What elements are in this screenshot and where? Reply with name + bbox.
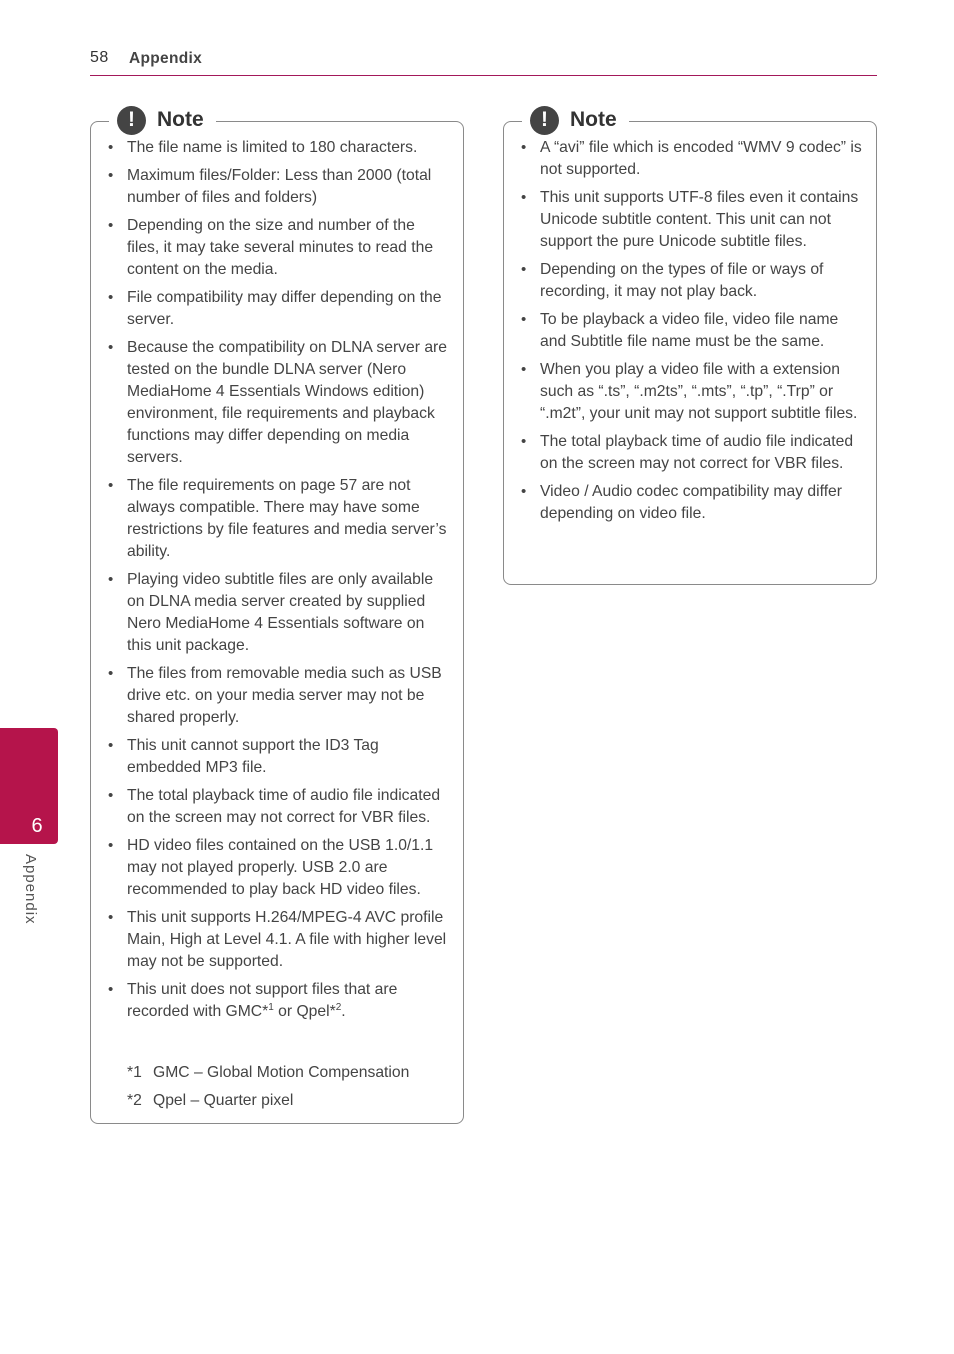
page-number: 58 [90,49,109,66]
note-box-right [503,108,877,585]
list-item: • Depending on the types of file or ways of recording, it may not play back. [520,259,862,303]
list-item: • A “avi” file which is encoded “WMV 9 codec” is not supported. [520,137,862,181]
chapter-label: Appendix [22,854,39,925]
list-item: • This unit cannot support the ID3 Tag embedded MP3 file. [107,735,449,779]
note-list [520,137,862,531]
list-item: • The file requirements on page 57 are not always compatible. There may have some restrictions by file features and media server’s ability. [107,475,449,563]
list-item: • The file name is limited to 180 characters. [107,137,449,159]
footnotes [107,1062,409,1118]
list-item: • When you play a video file with a extension such as “.ts”, “.m2ts”, “.mts”, “.tp”, “.Trp” or “.m2t”, your unit may not support subtitle files. [520,359,862,425]
chapter-tab [0,728,58,844]
exclamation-icon: ! [530,106,559,135]
list-item: • Depending on the size and number of the files, it may take several minutes to read the content on the media. [107,215,449,281]
list-item: • The total playback time of audio file indicated on the screen may not correct for VBR files. [520,431,862,475]
footnote: *1 GMC – Global Motion Compensation [127,1064,410,1081]
section-title: Appendix [129,50,203,67]
list-item: • The files from removable media such as USB drive etc. on your media server may not be shared properly. [107,663,449,729]
list-item: • File compatibility may differ depending on the server. [107,287,449,331]
list-item: • Video / Audio codec compatibility may differ depending on video file. [520,481,862,525]
page-header [90,48,877,76]
note-heading [522,104,629,136]
list-item: • HD video files contained on the USB 1.0/1.1 may not played properly. USB 2.0 are recommended to play back HD video files. [107,835,449,901]
exclamation-icon: ! [117,106,146,135]
list-item: • Maximum files/Folder: Less than 2000 (total number of files and folders) [107,165,449,209]
chapter-number: 6 [31,815,43,837]
list-item: • This unit supports H.264/MPEG-4 AVC profile Main, High at Level 4.1. A file with higher level may not be supported. [107,907,449,973]
list-item: • This unit does not support files that are recorded with GMC*$^1$ or Qpel*$^2$. [107,979,449,1023]
list-item: • This unit supports UTF-8 files even it contains Unicode subtitle content. This unit can not support the pure Unicode subtitle files. [520,187,862,253]
note-title: Note [570,108,617,131]
list-item: • Because the compatibility on DLNA server are tested on the bundle DLNA server (Nero MediaHome 4 Essentials Windows edition) environment, file requirements and playback functions may differ depending on media servers. [107,337,449,469]
list-item: • Playing video subtitle files are only available on DLNA media server created by supplied Nero MediaHome 4 Essentials software on this unit package. [107,569,449,657]
list-item: • To be playback a video file, video file name and Subtitle file name must be the same. [520,309,862,353]
note-title: Note [157,108,204,131]
note-list [107,137,449,1029]
footnote: *2 Qpel – Quarter pixel [127,1092,294,1109]
note-box-left [90,108,464,1124]
note-heading [109,104,216,136]
list-item: • The total playback time of audio file indicated on the screen may not correct for VBR files. [107,785,449,829]
